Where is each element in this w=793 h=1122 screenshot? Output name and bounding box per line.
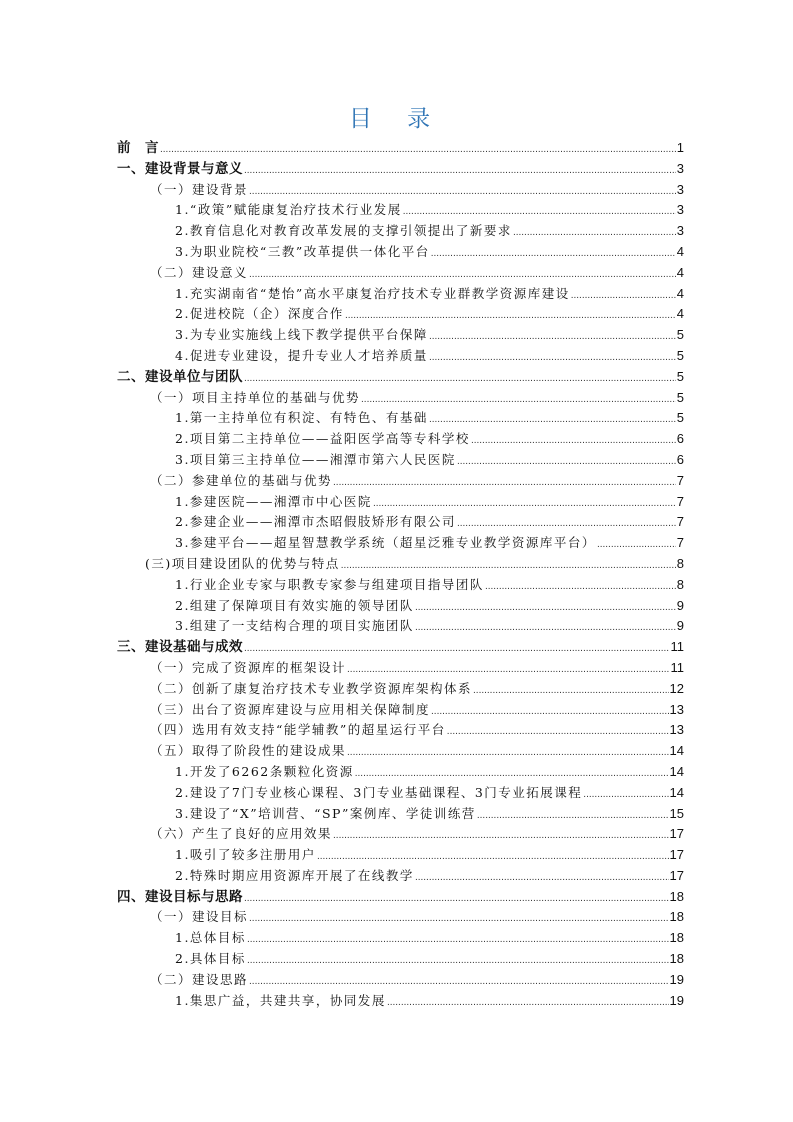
dot-leader bbox=[571, 284, 676, 307]
dot-leader bbox=[249, 263, 676, 286]
toc-entry-label: （一）项目主持单位的基础与优势 bbox=[150, 389, 361, 405]
dot-leader bbox=[317, 845, 669, 868]
toc-entry-label: 二、建设单位与团队 bbox=[117, 368, 243, 385]
toc-entry[interactable] bbox=[117, 242, 684, 263]
dot-leader bbox=[477, 804, 669, 827]
toc-entry-page-number: 4 bbox=[676, 264, 684, 280]
toc-entry-label: （六）产生了良好的应用效果 bbox=[150, 826, 333, 842]
toc-entry-page-number: 18 bbox=[669, 888, 684, 904]
toc-entry-label: 2.项目第二主持单位——益阳医学高等专科学校 bbox=[175, 431, 470, 447]
toc-entry[interactable] bbox=[117, 533, 684, 554]
dot-leader bbox=[473, 679, 669, 702]
dot-leader bbox=[429, 325, 676, 348]
dot-leader bbox=[513, 221, 676, 244]
toc-entry[interactable] bbox=[117, 804, 684, 825]
toc-entry-page-number: 3 bbox=[676, 181, 684, 197]
toc-entry[interactable] bbox=[117, 907, 684, 928]
dot-leader bbox=[373, 492, 676, 515]
toc-entry-page-number: 1 bbox=[676, 140, 684, 155]
toc-entry[interactable] bbox=[117, 575, 684, 596]
toc-entry[interactable] bbox=[117, 346, 684, 367]
dot-leader bbox=[429, 408, 676, 431]
toc-entry[interactable] bbox=[117, 616, 684, 637]
toc-entry-label: 前 言 bbox=[117, 140, 159, 156]
dot-leader bbox=[583, 783, 668, 806]
toc-entry-label: 3.建设了“X”培训营、“SP”案例库、学徒训练营 bbox=[175, 805, 476, 821]
toc-entry-label: 2.教育信息化对教育改革发展的支撑引领提出了新要求 bbox=[175, 223, 512, 239]
toc-entry[interactable] bbox=[117, 596, 684, 617]
page-title: 目 录 bbox=[348, 106, 445, 132]
toc-entry-label: 三、建设基础与成效 bbox=[117, 639, 243, 656]
dot-leader bbox=[415, 616, 676, 639]
toc-entry-label: 1.充实湖南省“楚怡”高水平康复治疗技术专业群教学资源库建设 bbox=[175, 285, 570, 301]
toc-entry-label: （一）建设背景 bbox=[150, 181, 249, 197]
toc-entry-page-number: 14 bbox=[669, 763, 684, 779]
toc-entry-page-number: 11 bbox=[670, 659, 684, 675]
toc-entry[interactable] bbox=[117, 720, 684, 741]
toc-entry[interactable] bbox=[117, 783, 684, 804]
toc-entry[interactable] bbox=[117, 679, 684, 700]
toc-entry-label: 四、建设目标与思路 bbox=[117, 888, 243, 905]
toc-entry[interactable] bbox=[117, 824, 684, 845]
toc-entry[interactable] bbox=[117, 159, 684, 180]
toc-entry-label: 3.为职业院校“三教”改革提供一体化平台 bbox=[175, 243, 430, 259]
toc-entry-label: （一）建设目标 bbox=[150, 909, 249, 925]
dot-leader bbox=[244, 367, 676, 390]
toc-entry-label: 3.组建了一支结构合理的项目实施团队 bbox=[175, 618, 414, 634]
dot-leader bbox=[471, 429, 676, 452]
toc-entry-label: （一）完成了资源库的框架设计 bbox=[150, 659, 347, 675]
toc-entry-label: 1.第一主持单位有积淀、有特色、有基础 bbox=[175, 410, 428, 426]
toc-entry-page-number: 4 bbox=[676, 306, 684, 322]
toc-entry-page-number: 17 bbox=[669, 867, 684, 883]
dot-leader bbox=[403, 200, 676, 223]
toc-entry[interactable] bbox=[117, 471, 684, 492]
dot-leader bbox=[244, 637, 670, 660]
toc-entry-label: 2.建设了7门专业核心课程、3门专业基础课程、3门专业拓展课程 bbox=[175, 784, 583, 800]
toc-entry-label: 1.参建医院——湘潭市中心医院 bbox=[175, 493, 372, 509]
toc-entry[interactable] bbox=[117, 762, 684, 783]
dot-leader bbox=[415, 866, 669, 889]
toc-entry-label: 2.具体目标 bbox=[175, 951, 246, 967]
toc-entry-label: （五）取得了阶段性的建设成果 bbox=[150, 743, 347, 759]
toc-entry-page-number: 4 bbox=[676, 285, 684, 301]
toc-entry-label: 2.促进校院（企）深度合作 bbox=[175, 306, 344, 322]
toc-entry-page-number: 14 bbox=[669, 784, 684, 800]
dot-leader bbox=[361, 388, 676, 411]
dot-leader bbox=[247, 928, 669, 951]
toc-entry-page-number: 12 bbox=[669, 680, 684, 696]
toc-entry-page-number: 13 bbox=[669, 722, 684, 738]
dot-leader bbox=[333, 471, 676, 494]
toc-entry-page-number: 7 bbox=[676, 493, 684, 509]
toc-entry-page-number: 8 bbox=[676, 576, 684, 592]
dot-leader bbox=[341, 554, 676, 577]
toc-entry-page-number: 9 bbox=[676, 597, 684, 613]
toc-entry[interactable] bbox=[117, 512, 684, 533]
toc-entry-page-number: 3 bbox=[676, 223, 684, 239]
toc-entry-label: 3.参建平台——超星智慧教学系统（超星泛雅专业教学资源库平台） bbox=[175, 535, 596, 551]
toc-entry-page-number: 5 bbox=[676, 410, 684, 426]
toc-entry[interactable] bbox=[117, 991, 684, 1012]
dot-leader bbox=[249, 907, 669, 930]
toc-entry-page-number: 3 bbox=[676, 160, 684, 176]
toc-entry[interactable] bbox=[117, 263, 684, 284]
toc-entry-page-number: 3 bbox=[676, 202, 684, 218]
toc-entry-page-number: 7 bbox=[676, 514, 684, 530]
dot-leader bbox=[457, 512, 676, 535]
toc-entry-page-number: 18 bbox=[669, 930, 684, 946]
table-of-contents bbox=[117, 138, 684, 1011]
toc-entry[interactable] bbox=[117, 658, 684, 679]
toc-entry-page-number: 6 bbox=[676, 451, 684, 467]
toc-entry-page-number: 11 bbox=[670, 639, 684, 655]
dot-leader bbox=[244, 887, 669, 910]
toc-entry-page-number: 19 bbox=[669, 971, 684, 987]
toc-entry[interactable] bbox=[117, 429, 684, 450]
toc-entry[interactable] bbox=[117, 928, 684, 949]
toc-entry-page-number: 8 bbox=[676, 555, 684, 571]
dot-leader bbox=[431, 242, 676, 265]
toc-entry-label: （四）选用有效支持“能学辅教”的超星运行平台 bbox=[150, 722, 446, 738]
toc-entry-page-number: 9 bbox=[676, 618, 684, 634]
toc-entry[interactable] bbox=[117, 866, 684, 887]
dot-leader bbox=[355, 762, 669, 785]
toc-entry-page-number: 7 bbox=[676, 535, 684, 551]
toc-entry[interactable] bbox=[117, 887, 684, 908]
toc-entry-page-number: 14 bbox=[669, 743, 684, 759]
toc-entry-page-number: 5 bbox=[676, 368, 684, 384]
toc-entry-page-number: 13 bbox=[669, 701, 684, 717]
toc-entry-label: 2.特殊时期应用资源库开展了在线教学 bbox=[175, 867, 414, 883]
toc-entry-label: 4.促进专业建设，提升专业人才培养质量 bbox=[175, 347, 428, 363]
dot-leader bbox=[249, 180, 676, 203]
toc-entry[interactable] bbox=[117, 388, 684, 409]
toc-entry-label: 2.参建企业——湘潭市杰昭假肢矫形有限公司 bbox=[175, 514, 456, 530]
toc-entry-page-number: 18 bbox=[669, 909, 684, 925]
toc-entry-page-number: 7 bbox=[676, 472, 684, 488]
dot-leader bbox=[347, 741, 669, 764]
toc-entry-label: （二）建设意义 bbox=[150, 264, 249, 280]
toc-entry-page-number: 5 bbox=[676, 327, 684, 343]
toc-entry-page-number: 17 bbox=[669, 847, 684, 863]
toc-entry[interactable] bbox=[117, 367, 684, 388]
dot-leader bbox=[485, 575, 676, 598]
dot-leader bbox=[457, 450, 676, 473]
toc-entry-label: 一、建设背景与意义 bbox=[117, 160, 243, 177]
toc-entry[interactable] bbox=[117, 845, 684, 866]
dot-leader bbox=[244, 159, 676, 182]
toc-entry[interactable] bbox=[117, 741, 684, 762]
toc-entry-label: 1.集思广益，共建共享，协同发展 bbox=[175, 992, 386, 1008]
dot-leader bbox=[429, 346, 676, 369]
toc-entry-label: 1.行业企业专家与职教专家参与组建项目指导团队 bbox=[175, 576, 484, 592]
toc-entry[interactable] bbox=[117, 200, 684, 221]
toc-entry-page-number: 5 bbox=[676, 347, 684, 363]
dot-leader bbox=[249, 970, 669, 993]
toc-entry-label: 1.“政策”赋能康复治疗技术行业发展 bbox=[175, 202, 402, 218]
toc-entry[interactable] bbox=[117, 700, 684, 721]
dot-leader bbox=[333, 824, 669, 847]
dot-leader bbox=[347, 658, 669, 681]
dot-leader bbox=[387, 991, 669, 1014]
toc-entry[interactable] bbox=[117, 284, 684, 305]
dot-leader bbox=[415, 596, 676, 619]
dot-leader bbox=[447, 720, 669, 743]
dot-leader bbox=[247, 949, 669, 972]
toc-entry[interactable] bbox=[117, 949, 684, 970]
toc-entry-label: 3.为专业实施线上线下教学提供平台保障 bbox=[175, 327, 428, 343]
toc-entry-page-number: 6 bbox=[676, 431, 684, 447]
dot-leader bbox=[431, 700, 669, 723]
toc-entry[interactable] bbox=[117, 325, 684, 346]
dot-leader bbox=[345, 304, 676, 327]
toc-entry[interactable] bbox=[117, 492, 684, 513]
toc-entry-label: (三)项目建设团队的优势与特点 bbox=[145, 555, 340, 571]
toc-entry-page-number: 4 bbox=[676, 243, 684, 259]
toc-entry[interactable] bbox=[117, 637, 684, 658]
toc-entry-label: （二）参建单位的基础与优势 bbox=[150, 472, 333, 488]
toc-entry-label: 1.吸引了较多注册用户 bbox=[175, 847, 316, 863]
dot-leader bbox=[597, 533, 676, 556]
toc-entry-page-number: 18 bbox=[669, 951, 684, 967]
toc-entry[interactable] bbox=[117, 221, 684, 242]
toc-entry-label: （三）出台了资源库建设与应用相关保障制度 bbox=[150, 701, 431, 717]
toc-entry-label: 3.项目第三主持单位——湘潭市第六人民医院 bbox=[175, 451, 456, 467]
toc-entry-page-number: 15 bbox=[669, 805, 684, 821]
toc-entry-page-number: 19 bbox=[669, 992, 684, 1008]
toc-entry-page-number: 5 bbox=[676, 389, 684, 405]
toc-entry-label: 1.总体目标 bbox=[175, 930, 246, 946]
toc-entry-label: 1.开发了6262条颗粒化资源 bbox=[175, 763, 354, 779]
toc-entry[interactable] bbox=[117, 970, 684, 991]
toc-entry[interactable] bbox=[117, 554, 684, 575]
toc-entry-label: （二）创新了康复治疗技术专业教学资源库架构体系 bbox=[150, 680, 473, 696]
toc-entry[interactable] bbox=[117, 138, 684, 159]
toc-entry[interactable] bbox=[117, 450, 684, 471]
toc-entry[interactable] bbox=[117, 304, 684, 325]
toc-entry-label: （二）建设思路 bbox=[150, 971, 249, 987]
toc-entry-label: 2.组建了保障项目有效实施的领导团队 bbox=[175, 597, 414, 613]
toc-entry-page-number: 17 bbox=[669, 826, 684, 842]
toc-entry[interactable] bbox=[117, 408, 684, 429]
toc-entry[interactable] bbox=[117, 180, 684, 201]
dot-leader bbox=[160, 138, 676, 161]
